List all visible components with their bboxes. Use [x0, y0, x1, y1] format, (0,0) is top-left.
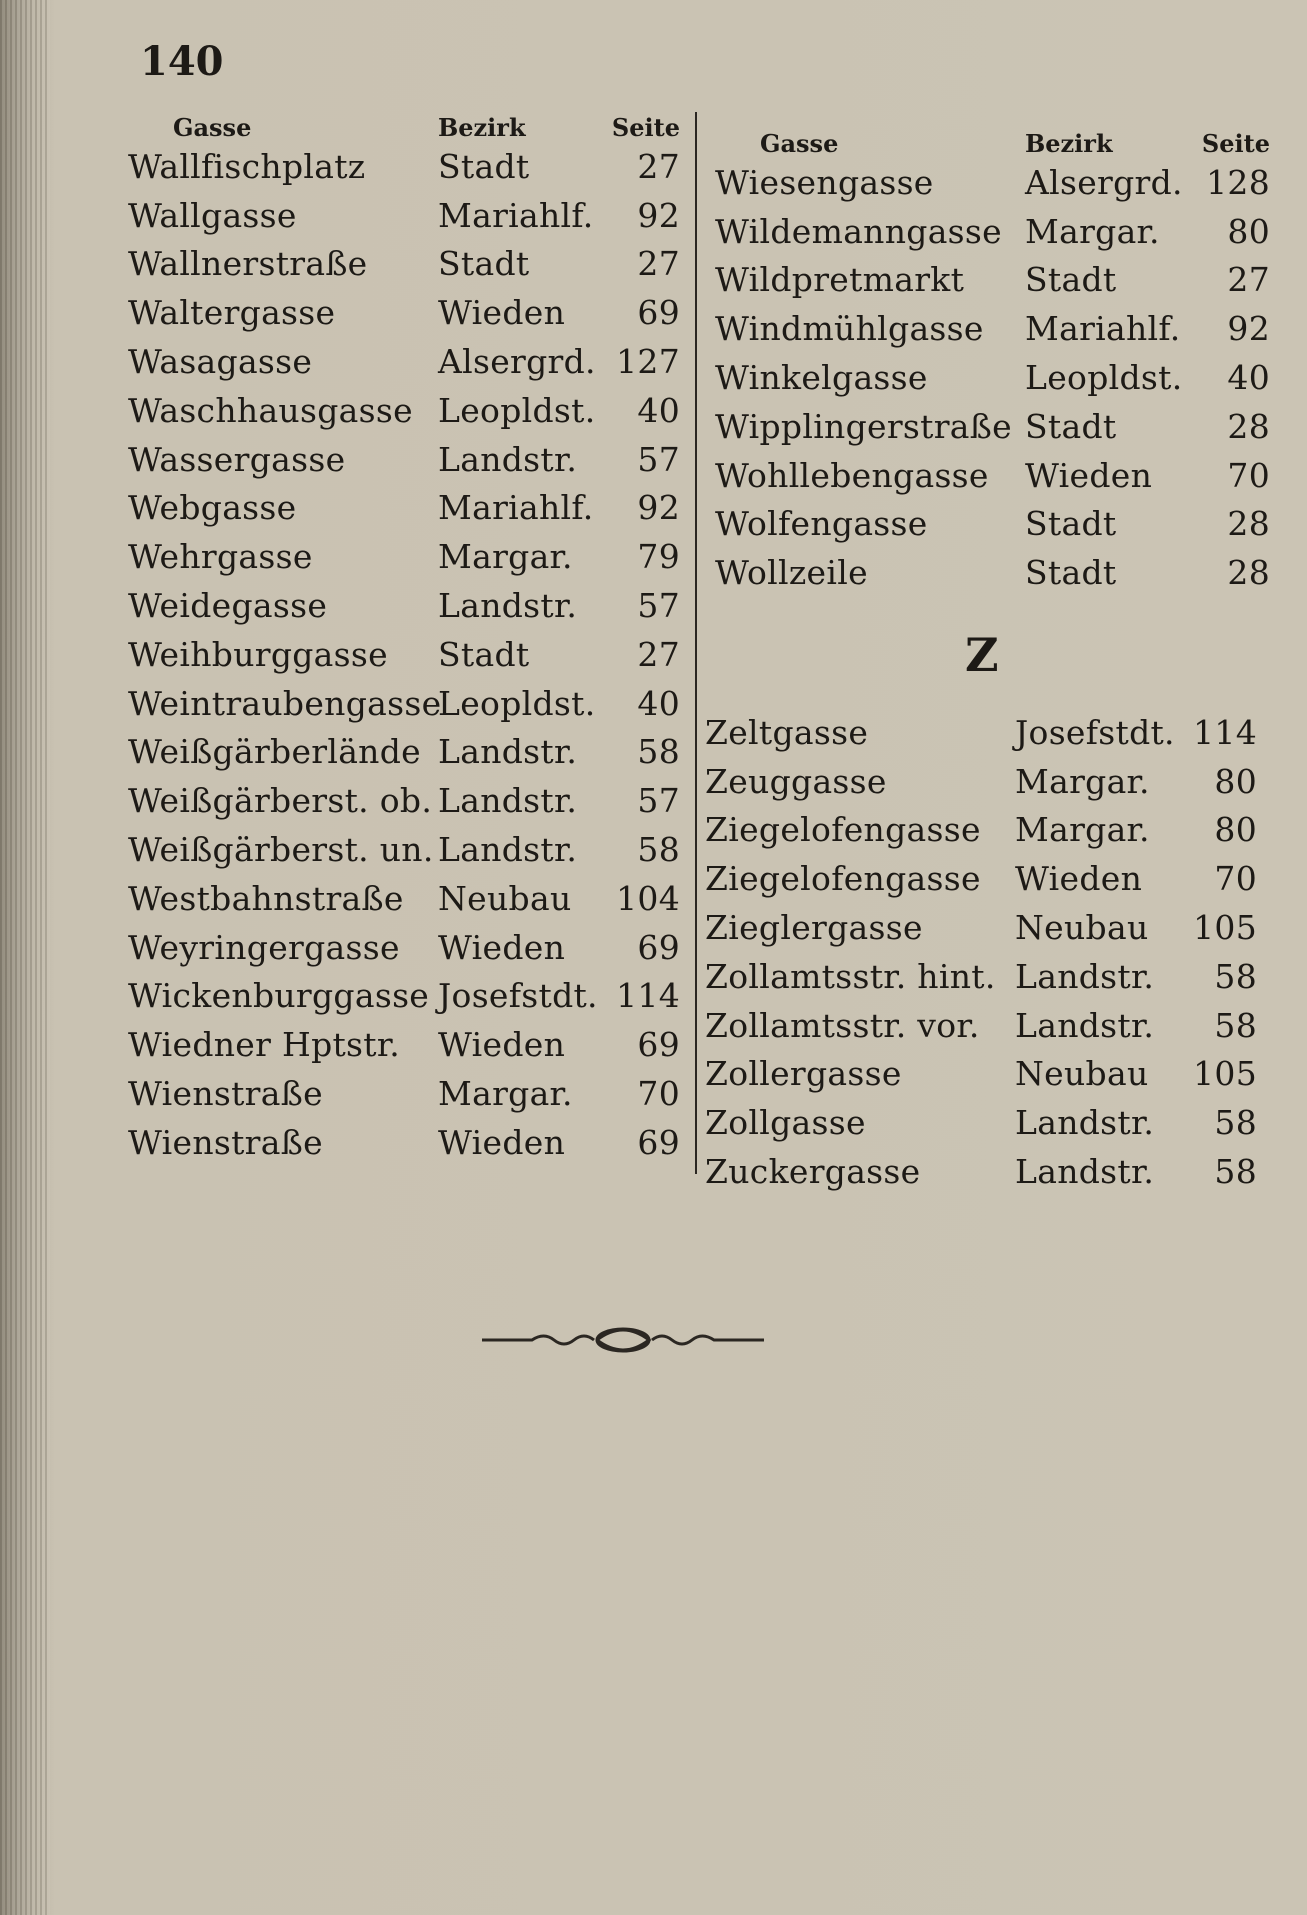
page-ref: 92: [637, 195, 680, 235]
index-entry: [705, 854, 1257, 903]
page-ref: 114: [1193, 712, 1257, 752]
street-name: Wallfischplatz: [128, 146, 366, 186]
district-name: Leopldst.: [1025, 358, 1183, 398]
index-entry: [128, 776, 680, 825]
district-name: Margar.: [1025, 211, 1160, 251]
index-entry: [128, 337, 680, 386]
page-ref: 28: [1227, 406, 1270, 446]
street-name: Weihburggasse: [128, 634, 388, 674]
index-entry: [705, 903, 1257, 952]
street-name: Wassergasse: [128, 439, 346, 479]
district-name: Leopldst.: [438, 683, 596, 723]
street-name: Wildpretmarkt: [715, 260, 965, 300]
header-street: Gasse: [173, 113, 252, 142]
header-page: Seite: [611, 113, 680, 142]
district-name: Mariahlf.: [438, 195, 594, 235]
page-ref: 70: [1227, 455, 1270, 495]
street-name: Wildemanngasse: [715, 211, 1002, 251]
page-ref: 80: [1214, 810, 1257, 850]
column-header: [128, 100, 680, 142]
district-name: Landstr.: [1015, 1152, 1155, 1192]
district-name: Leopldst.: [438, 390, 596, 430]
page-ref: 27: [637, 146, 680, 186]
page-ref: 40: [637, 390, 680, 430]
page-ref: 104: [616, 878, 680, 918]
page-ref: 57: [637, 439, 680, 479]
index-entry: [128, 825, 680, 874]
section-letter: Z: [965, 628, 999, 682]
district-name: Wieden: [438, 1122, 566, 1162]
page-ref: 58: [1214, 956, 1257, 996]
street-name: Wiedner Hptstr.: [128, 1025, 401, 1065]
page-ref: 127: [616, 342, 680, 382]
index-entry: [715, 500, 1270, 549]
district-name: Margar.: [1015, 810, 1150, 850]
street-name: Winkelgasse: [715, 358, 928, 398]
street-name: Weyringergasse: [128, 927, 400, 967]
district-name: Landstr.: [438, 732, 578, 772]
district-name: Landstr.: [438, 586, 578, 626]
index-entry: [715, 451, 1270, 500]
index-entry: [705, 1147, 1257, 1196]
page-ref: 57: [637, 586, 680, 626]
page-ref: 79: [637, 537, 680, 577]
street-name: Weidegasse: [128, 586, 328, 626]
page-ref: 105: [1193, 1054, 1257, 1094]
district-name: Landstr.: [438, 439, 578, 479]
district-name: Stadt: [438, 634, 530, 674]
index-entry: [128, 142, 680, 191]
page-ref: 27: [637, 634, 680, 674]
page-ref: 70: [1214, 859, 1257, 899]
index-entry: [128, 191, 680, 240]
page-ref: 58: [637, 830, 680, 870]
index-entry: [705, 708, 1257, 757]
index-entry: [128, 923, 680, 972]
district-name: Wieden: [1025, 455, 1153, 495]
street-name: Wienstraße: [128, 1074, 323, 1114]
street-name: Windmühlgasse: [715, 309, 984, 349]
street-name: Waltergasse: [128, 293, 336, 333]
street-name: Wallgasse: [128, 195, 297, 235]
index-entry: [128, 874, 680, 923]
street-name: Zieglergasse: [705, 908, 923, 948]
street-name: Weißgärberst. ob.: [128, 781, 433, 821]
page-ref: 80: [1214, 761, 1257, 801]
street-name: Wolfengasse: [715, 504, 928, 544]
district-name: Josefstdt.: [1015, 712, 1175, 752]
page-ref: 57: [637, 781, 680, 821]
street-name: Weißgärberlände: [128, 732, 421, 772]
district-name: Wieden: [1015, 859, 1143, 899]
ornament-divider: [482, 1320, 764, 1364]
district-name: Stadt: [1025, 504, 1117, 544]
street-name: Zuckergasse: [705, 1152, 921, 1192]
street-name: Wollzeile: [715, 553, 868, 593]
index-entry: [705, 806, 1257, 855]
index-entry: [715, 207, 1270, 256]
page-ref: 128: [1206, 162, 1270, 202]
index-entry: [128, 679, 680, 728]
index-entry: [705, 952, 1257, 1001]
index-entry: [715, 353, 1270, 402]
index-entry: [128, 288, 680, 337]
header-district: Bezirk: [438, 113, 526, 142]
street-name: Weintraubengasse: [128, 683, 442, 723]
index-entry: [128, 630, 680, 679]
street-name: Wasagasse: [128, 342, 313, 382]
header-street: Gasse: [760, 129, 839, 158]
column-divider: [695, 112, 697, 1174]
index-entry: [715, 304, 1270, 353]
street-name: Ziegelofengasse: [705, 859, 981, 899]
header-district: Bezirk: [1025, 129, 1113, 158]
page-ref: 69: [637, 293, 680, 333]
district-name: Landstr.: [438, 781, 578, 821]
page-ref: 80: [1227, 211, 1270, 251]
page-ref: 40: [1227, 358, 1270, 398]
page-ref: 105: [1193, 908, 1257, 948]
district-name: Landstr.: [1015, 1103, 1155, 1143]
street-name: Wickenburggasse: [128, 976, 430, 1016]
index-entry: [715, 548, 1270, 597]
street-name: Wallnerstraße: [128, 244, 368, 284]
index-entry: [128, 435, 680, 484]
right-column: [715, 116, 1270, 597]
district-name: Stadt: [1025, 406, 1117, 446]
street-name: Zeuggasse: [705, 761, 887, 801]
page-ref: 69: [637, 1122, 680, 1162]
district-name: Margar.: [438, 1074, 573, 1114]
index-entry: [715, 402, 1270, 451]
page-edge: [0, 0, 50, 1915]
page-ref: 58: [1214, 1152, 1257, 1192]
page-ref: 69: [637, 927, 680, 967]
district-name: Landstr.: [1015, 1005, 1155, 1045]
page-ref: 58: [1214, 1005, 1257, 1045]
street-name: Wehrgasse: [128, 537, 313, 577]
district-name: Neubau: [1015, 908, 1149, 948]
index-entry: [128, 728, 680, 777]
index-entry: [705, 1098, 1257, 1147]
street-name: Wohllebengasse: [715, 455, 989, 495]
district-name: Landstr.: [1015, 956, 1155, 996]
district-name: Stadt: [1025, 553, 1117, 593]
index-entry: [128, 386, 680, 435]
street-name: Zollgasse: [705, 1103, 866, 1143]
district-name: Wieden: [438, 927, 566, 967]
page-ref: 28: [1227, 553, 1270, 593]
district-name: Margar.: [438, 537, 573, 577]
page-number: 140: [140, 38, 224, 85]
street-name: Waschhausgasse: [128, 390, 413, 430]
district-name: Stadt: [438, 146, 530, 186]
district-name: Mariahlf.: [438, 488, 594, 528]
district-name: Neubau: [438, 878, 572, 918]
street-name: Webgasse: [128, 488, 297, 528]
column-header: [715, 116, 1270, 158]
district-name: Wieden: [438, 1025, 566, 1065]
page-ref: 92: [637, 488, 680, 528]
street-name: Westbahnstraße: [128, 878, 404, 918]
street-name: Zollamtsstr. vor.: [705, 1005, 980, 1045]
district-name: Neubau: [1015, 1054, 1149, 1094]
page-ref: 27: [1227, 260, 1270, 300]
district-name: Alsergrd.: [1025, 162, 1183, 202]
index-entry: [128, 1069, 680, 1118]
page-ref: 114: [616, 976, 680, 1016]
page-ref: 58: [637, 732, 680, 772]
street-name: Zeltgasse: [705, 712, 869, 752]
index-entry: [715, 256, 1270, 305]
street-name: Zollamtsstr. hint.: [705, 956, 996, 996]
index-entry: [128, 484, 680, 533]
index-entry: [128, 1118, 680, 1167]
street-name: Zollergasse: [705, 1054, 902, 1094]
index-entry: [128, 972, 680, 1021]
header-page: Seite: [1201, 129, 1270, 158]
street-name: Weißgärberst. un.: [128, 830, 434, 870]
district-name: Alsergrd.: [438, 342, 596, 382]
index-entry: [705, 1050, 1257, 1099]
index-entry: [128, 240, 680, 289]
street-name: Wienstraße: [128, 1122, 323, 1162]
district-name: Stadt: [438, 244, 530, 284]
district-name: Landstr.: [438, 830, 578, 870]
district-name: Wieden: [438, 293, 566, 333]
district-name: Margar.: [1015, 761, 1150, 801]
index-entry: [128, 581, 680, 630]
district-name: Mariahlf.: [1025, 309, 1181, 349]
page-ref: 69: [637, 1025, 680, 1065]
page-ref: 70: [637, 1074, 680, 1114]
index-entry: [715, 158, 1270, 207]
district-name: Stadt: [1025, 260, 1117, 300]
page-ref: 27: [637, 244, 680, 284]
page-ref: 40: [637, 683, 680, 723]
index-entry: [128, 1020, 680, 1069]
page-ref: 28: [1227, 504, 1270, 544]
street-name: Wiesengasse: [715, 162, 934, 202]
left-column: [128, 100, 680, 1167]
z-section: [705, 708, 1257, 1196]
page-ref: 92: [1227, 309, 1270, 349]
index-entry: [705, 757, 1257, 806]
street-name: Ziegelofengasse: [705, 810, 981, 850]
index-entry: [128, 532, 680, 581]
street-name: Wipplingerstraße: [715, 406, 1012, 446]
index-entry: [705, 1001, 1257, 1050]
district-name: Josefstdt.: [438, 976, 598, 1016]
page-ref: 58: [1214, 1103, 1257, 1143]
